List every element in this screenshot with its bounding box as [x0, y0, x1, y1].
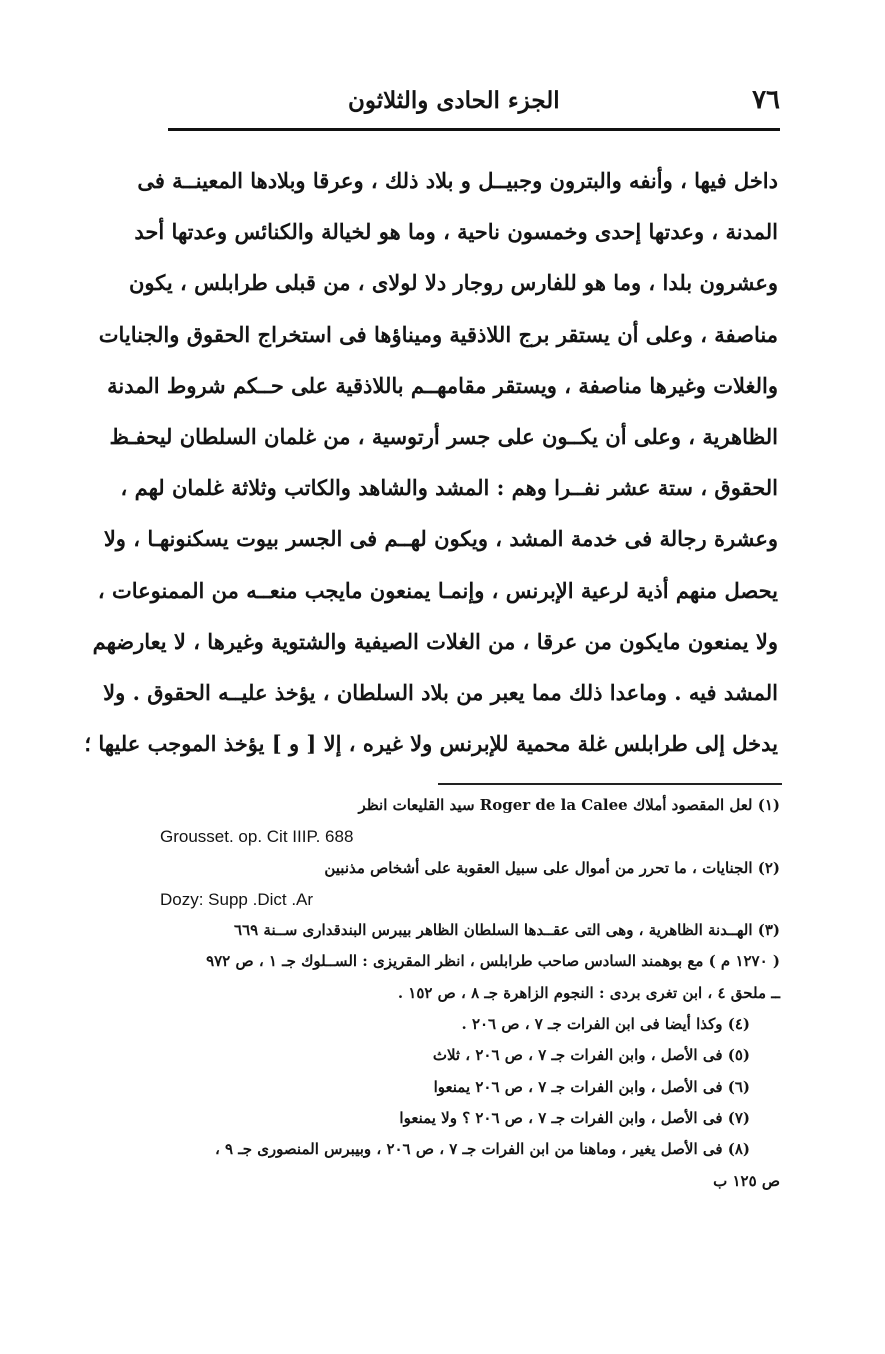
footnote-line: (٧) فى الأصل ، وابن الفرات جـ ٧ ، ص ٢٠٦ ؟ ولا يمنعوا — [399, 1108, 750, 1127]
body-line: داخل فيها ، وأنفه والبترون وجبيــل و بلاد ذلك ، وعرقا وبلادها المعينــة فى — [137, 168, 778, 193]
footnote-line: (٤) وكذا أيضا فى ابن الفرات جـ ٧ ، ص ٢٠٦ . — [461, 1015, 750, 1034]
footnote-line: (١) لعل المقصود أملاك Roger de la Calee سيد القليعات انظر — [358, 796, 780, 814]
footnote-line: (٥) فى الأصل ، وابن الفرات جـ ٧ ، ص ٢٠٦ ، ثلاث — [432, 1046, 750, 1065]
footnotes — [160, 790, 780, 1197]
body-line: والغلات وغيرها مناصفة ، ويستقر مقامهــم باللاذقية على حــكم شروط المدنة — [107, 372, 778, 398]
footnote-rule — [438, 783, 782, 785]
page-header — [168, 80, 780, 120]
body-line: يدخل إلى طرابلس غلة محمية للإبرنس ولا غيره ، إلا [ و ] يؤخذ الموجب عليها ؛ — [84, 731, 778, 757]
body-line: وعشرة رجالة فى خدمة المشد ، ويكون لهــم فى الجسر بيوت يسكنونهـا ، ولا — [103, 526, 778, 552]
body-line: وعشرون بلدا ، وما هو للفارس روجار دلا لولاى ، من قبلى طرابلس ، يكون — [128, 270, 778, 296]
body-line: الظاهرية ، وعلى أن يكــون على جسر أرتوسية ، من غلمان السلطان ليحفـظ — [109, 423, 778, 449]
body-line: يحصل منهم أذية لرعية الإبرنس ، وإنمـا يمنعون مايجب منعــه من الممنوعات ، — [97, 577, 778, 603]
body-line: ولا يمنعون مايكون من عرقا ، من الغلات الصيفية والشتوية وغيرها ، لا يعارضهم — [92, 628, 778, 654]
page-number: ٧٦ — [752, 85, 780, 115]
footnote-line: ( ١٢٧٠ م ) مع بوهمند السادس صاحب طرابلس ، انظر المقريزى : الســلوك جـ ١ ، ص ٩٧٢ — [206, 952, 780, 971]
header-rule — [168, 128, 780, 131]
footnote-line: ــ ملحق ٤ ، ابن تغرى بردى : النجوم الزاهرة جـ ٨ ، ص ١٥٢ . — [397, 983, 780, 1002]
footnote-line: (٦) فى الأصل ، وابن الفرات جـ ٧ ، ص ٢٠٦ يمنعوا — [433, 1077, 750, 1096]
footnote-line: (٣) الهــدنة الظاهرية ، وهى التى عقــدها السلطان الظاهر بيبرس البندقدارى ســنة ٦٦٩ — [234, 921, 780, 940]
footnote-line: Grousset. op. Cit IIIP. 688 — [160, 827, 354, 847]
body-line: المدنة ، وعدتها إحدى وخمسون ناحية ، وما هو لخيالة والكنائس وعدتها أحد — [134, 219, 778, 245]
footnote-line: ص ١٢٥ ب — [713, 1171, 780, 1190]
footnote-line: Dozy: Supp .Dict .Ar — [160, 889, 314, 909]
body-line: المشد فيه . وماعدا ذلك مما يعبر من بلاد السلطان ، يؤخذ عليــه الحقوق . ولا — [103, 679, 778, 705]
footnote-line: (٨) فى الأصل يغير ، وماهنا من ابن الفرات جـ ٧ ، ص ٢٠٦ ، وبيبرس المنصورى جـ ٩ ، — [214, 1140, 750, 1159]
running-title: الجزء الحادى والثلاثون — [348, 86, 560, 114]
footnote-line: (٢) الجنايات ، ما تحرر من أموال على سبيل العقوبة على أشخاص مذنبين — [324, 858, 780, 877]
body-line: الحقوق ، ستة عشر نفــرا وهم : المشد والشاهد والكاتب وثلاثة غلمان لهم ، — [120, 475, 778, 501]
body-text — [84, 155, 778, 769]
body-line: مناصفة ، وعلى أن يستقر برج اللاذقية وميناؤها فى استخراج الحقوق والجنايات — [98, 321, 778, 347]
